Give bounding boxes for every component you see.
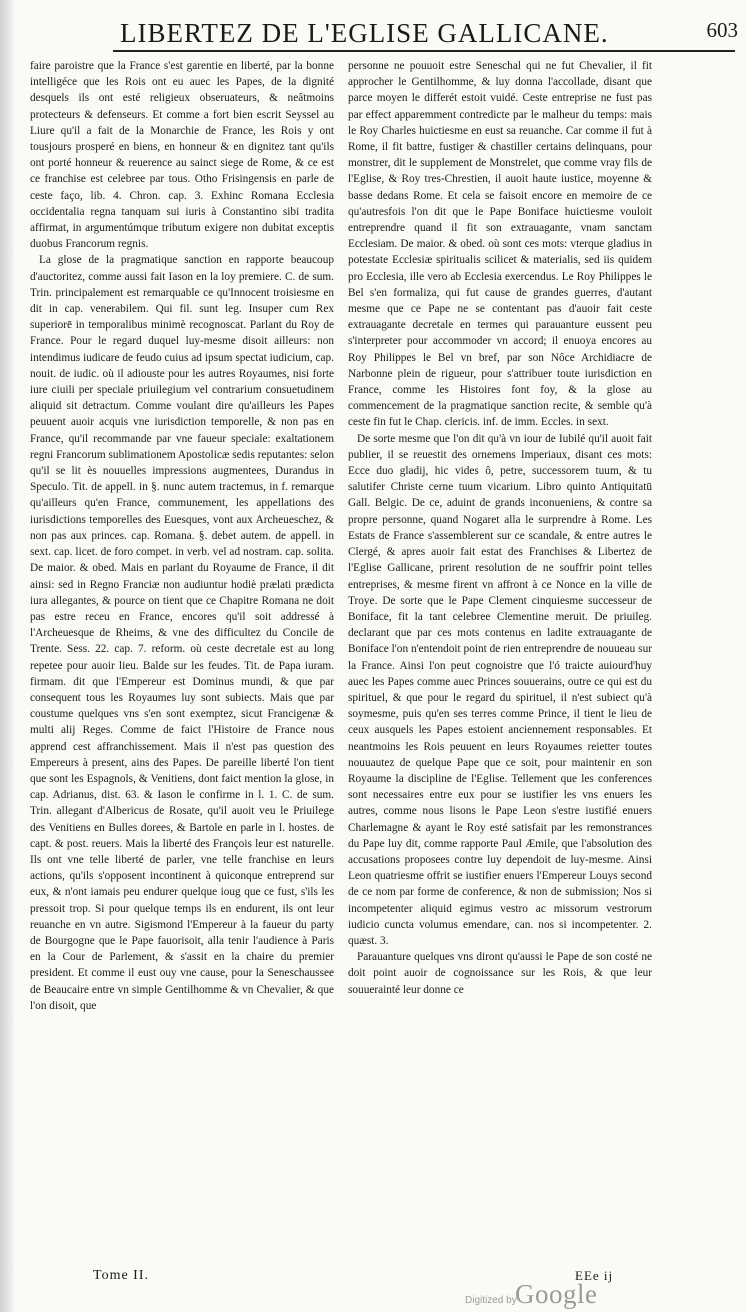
- signature-mark: EEe ij: [575, 1268, 614, 1283]
- left-column: [30, 58, 334, 1263]
- paragraph: personne ne pouuoit estre Seneschal qui ne fut Chevalier, il fit approcher le Gentilhomme, & luy donna l'accollade, disant que parce moyen le differét estoit vuidé. Ceste entreprise ne fust pas par effect apparemment contredicte par le malheur du temps: mais le Roy Charles huictiesme en eust sa reuanche. Car comme il fut à Rome, il fit battre, fustiger & chastiller certains delinquans, pour monstrer, dit le supplement de Monstrelet, que comme vray fils de l'Eglise, & Roy tres-Chrestien, il auoit haute iustice, moyenne & basse dedans Rome. Et cela se faisoit encore en memoire de ce qu'autresfois l'on dit que le Pape Boniface huictiesme vouloit entreprendre quand il fit son extrauagante, vnam sanctam Ecclesiam. De maior. & obed. où sont ces mots: vterque gladius in potestate Ecclesiæ spiritualis scilicet & materialis, sed iis quidem pro Ecclesia, ille vero ab Ecclesia exercendus. Le Roy Philippes le Bel s'en formaliza, qui fut cause de grandes guerres, d'autant mesme que ce Pape ne se contentant pas d'auoir fait ceste extrauagante decretale en termes qui parauanture eussent peu s'interpreter pour accommoder vn accord; il enuoya encores au Roy Philippes le Bel vn bref, par son Nôce Archidiacre de Narbonne plein de rigueur, pour s'attribuer toute iurisdiction en France, comme les Histoires font foy, & la glose au commencement de la pragmatique sanction recite, & semble qu'à ceste fin fut le Chap. clericis. inf. de imm. Eccles. in sext.: [348, 60, 652, 429]
- paragraph: faire paroistre que la France s'est garentie en liberté, par la bonne intelligéce que les Rois ont eu auec les Papes, de la dignité desquels ils ont esté religieux obseruateurs, & neâtmoins protecteurs & defenseurs. Et comme a fort bien escrit Seyssel au Liure qu'il a fait de la Monarchie de France, les Rois y ont tousjours prosperé en biens, en honneur & en dignitez tant qu'ils ont porté honneur & reuerence au sainct siege de Rome, & ce est ce franchise est celebree par tous. Otho Frisingensis en parle de ceste faço, lib. 4. Chron. cap. 3. Exhinc Romana Ecclesia occidentalia regna tanquam sui iuris à Constantino sibi tradita affirmat, in argumentúmque tributum exigere non dubitat exceptis duobus Francorum regnis.: [30, 60, 334, 251]
- page-gutter-shadow: [0, 0, 14, 1312]
- tome-label: Tome II.: [93, 1268, 150, 1283]
- paragraph: De sorte mesme que l'on dit qu'à vn iour de Iubilé qu'il auoit fait publier, il se reuestit des ornemens Imperiaux, disant ces mots: Ecce duo gladij, hic vides ô, petre, successorem tuum, & tu salutifer Christe cerne tuum vicarium. Libro quinto Antiquitatū Gall. Belgic. De ce, aduint de grands inconueniens, & contre sa propre personne, quand Nogaret alla le surprendre à Rome. Les Estats de France s'assemblerent sur ce scandale, & entre autres le Clergé, & apres auoir fait estat des Franchises & Libertez de l'Eglise Gallicane, prirent resolution de ne souffrir point telles entreprises, & mesme firent vn affront à ce Nonce en la ville de Troye. De sorte que le Pape Clement cinquiesme successeur de Boniface, fit la tant celebree Clementine meruit. De priuileg. declarant que par ces mots contenus en ladite extrauagante de Boniface l'on n'entendoit point de rien entreprendre de nouueau sur la France. Ainsi l'on peut cognoistre que l'ó traicte auiourd'huy auec les Papes comme auec Princes souuerains, outre ce qui est du spirituel, & que pour le regard du spirituel, il n'est subiect qu'à soymesme, puis qu'en ses terres comme Prince, il tient le lieu de ceux ausquels les Papes estoient anciennement responsables. Et neantmoins les Rois peuuent en leurs Royaumes reietter toutes nouuautez de quelque Pape que ce soit, pour maintenir en son Royaume la discipline de l'Eglise. Tellement que les conferences sont necessaires entre eux pour se iustifier les vns enuers les autres, comme nous lisons le Pape Leon s'estre iustifié enuers Charlemagne & ayant le Roy esté satisfait par les remonstrances du Pape luy dit, comme rapporte Paul Æmile, que l'absolution des accusations proposees contre luy dependoit de luy-mesme. Ainsi Leon quatriesme offrit se iustifier enuers l'Empereur Louys second de ce nom par forme de conference, & non de submission; Nos si incompetenter aliquid egimus vestro ac missorum vestrorum iudicio cuncta volumus emendare, can. nos si incompetenter. 2. quæst. 3.: [348, 432, 652, 947]
- page-number: 603: [706, 18, 738, 42]
- watermark-logo: Google: [515, 1279, 598, 1309]
- running-title: LIBERTEZ DE L'EGLISE GALLICANE.: [120, 18, 609, 48]
- page-header: [18, 6, 740, 56]
- right-column: [348, 58, 652, 1263]
- watermark-prefix: Digitized by: [465, 1295, 517, 1306]
- digitized-watermark: [465, 1279, 640, 1309]
- paragraph: Parauanture quelques vns diront qu'aussi le Pape de son costé ne doit point auoir de cognoissance sur les Rois, & que leur souuerainté leur donne ce: [348, 951, 652, 996]
- header-rule: [113, 50, 735, 52]
- paragraph: La glose de la pragmatique sanction en rapporte beaucoup d'auctoritez, comme aussi fait Iason en la loy premiere. C. de sum. Trin. principalement est remarquable ce qu'Innocent troisiesme en dit in cap. venerabilem. Qui fil. sunt leg. Insuper cum Rex superiorē in temporalibus minimè recognoscat. Parlant du Roy de France. Pour le regard duquel luy-mesme disoit ailleurs: non intendimus iudicare de feudo cuius ad ipsum spectat iudicium, cap. nouit. de iudic. où il adiouste pour les autres Royaumes, nisi forte iure ciuili per speciale priuilegium vel contrarium consuetudinem aliquid sit detractum. Comme voulant dire qu'ailleurs les Papes peuuent auoir acquis vne iurisdiction temporelle, & non pas en France, qu'il recommande par vne faueur speciale: exaltationem regni Francorum sublimationem Apostolicæ sedis reputantes: selon qu'il se lit ès nouuelles impressions augmentees, Durandus in Speculo. Tit. de appell. in §. nunc autem tractemus, in f. remarque qu'ailleurs qu'en France, communement, les appellations des iurisdictions temporelles des Euesques, vont aux Archeueschez, & non pas aux princes. cap. Romana. §. debet autem. de appell. in sext. cap. licet. de foro compet. in verb. vel ad nostram. cap. solita. De maior. & obed. Mais en parlant du Royaume de France, il dit ainsi: sed in Regno Franciæ non audiuntur hodiè prælati prædicta iura allegantes, & pource on tient que ce Chapitre Romana ne doit pas estre receu en France, encores qu'il soit addressé à l'Archeuesque de Rheims, & vne des difficultez du Concile de Trente. Sess. 22. cap. 7. reform. où ceste decretale est au long repetee pour auoir lieu. Balde sur les feudes. Tit. de Papa iuram. firmam. dit que l'Empereur est Dominus mundi, & que par consequent tous les Royaumes luy sont subiects. Mais que par coustume quelques vns s'en sont exemptez, sicut Francigenæ & multi alij Reges. Comme de faict l'Histoire de France nous apprend cest affranchissement. Mais il n'est pas question des Empereurs à present, ains des Papes. De pareille liberté l'on tient que sont les Espagnols, & Venitiens, dont faict mention la glose, in cap. Adrianus, dist. 63. & Iason le confirme in l. 1. C. de sum. Trin. allegant d'Albericus de Rosate, qu'il auoit veu le Priuilege des Venitiens en Bulles dorees, & Bartole en parle in l. hostes. de capt. & post. reuers. Mais la liberté des François leur est naturelle. Ils ont vne telle liberté de parler, vne telle franchise en leurs actions, qu'ils s'opposent incontinent à quiconque entreprend sur eux, & n'ont iamais peu endurer quelque ioug que ce fust, s'ils les pressoit trop. Si pour quelque temps ils en endurent, ils ont leur reuanche en vn autre. Sigismond l'Empereur à la faueur du party de Bourgogne que le Pape fauorisoit, alla tenir l'audience à Paris en la Cour de Parlement, & s'assit en la chaire du premier president. Et comme il eust ouy vne cause, pour la Seneschaussee de Beaucaire entre vn simple Gentilhomme & vn Chevalier, & que l'on disoit, que: [30, 254, 334, 1012]
